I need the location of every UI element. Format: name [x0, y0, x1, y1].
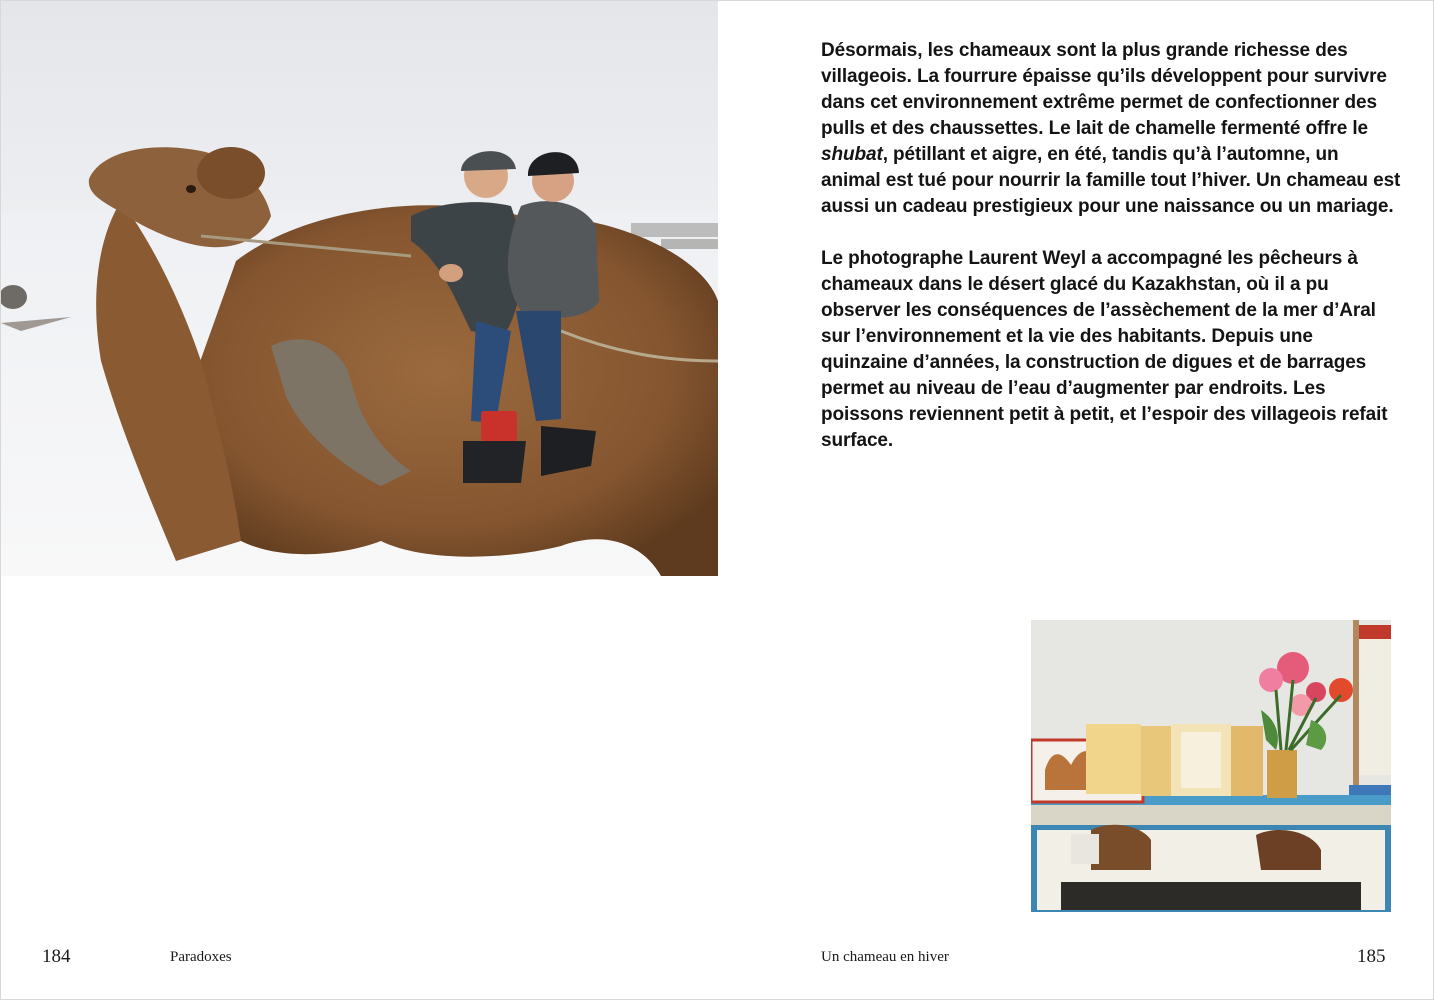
- camel-photo: [1, 1, 718, 576]
- paragraph-1-start: Désormais, les chameaux sont la plus grande richesse des villageois. La fourrure épaisse qu’ils développent pour survivre dans cet environnement extrême permet de confectionner des pulls et des chaussettes. Le lait de chamelle fermenté offre le: [821, 40, 1387, 139]
- paragraph-2: Le photographe Laurent Weyl a accompagné les pêcheurs à chameaux dans le désert glacé du Kazakhstan, où il a pu observer les conséquences de l’assèchement de la mer d’Aral sur l’environnement et la vie des habitants. Depuis une quinzaine d’années, la construction de digues et de barrages permet au niveau de l’eau d’augmenter par endroits. Les poissons reviennent petit à petit, et l’espoir des villageois refait surface.: [821, 248, 1388, 451]
- body-text: [821, 38, 1401, 480]
- shelf-photo: [1031, 620, 1391, 912]
- left-running-title: Paradoxes: [170, 949, 232, 965]
- right-page-number: 185: [1357, 946, 1386, 967]
- left-page-number: 184: [42, 946, 71, 967]
- shubat-term: shubat: [821, 144, 883, 165]
- right-running-title: Un chameau en hiver: [821, 949, 949, 965]
- paragraph-1: [821, 38, 1401, 220]
- paragraph-1-end: , pétillant et aigre, en été, tandis qu’à l’automne, un animal est tué pour nourrir la famille tout l’hiver. Un chameau est aussi un cadeau prestigieux pour une naissance ou un mariage.: [821, 144, 1401, 217]
